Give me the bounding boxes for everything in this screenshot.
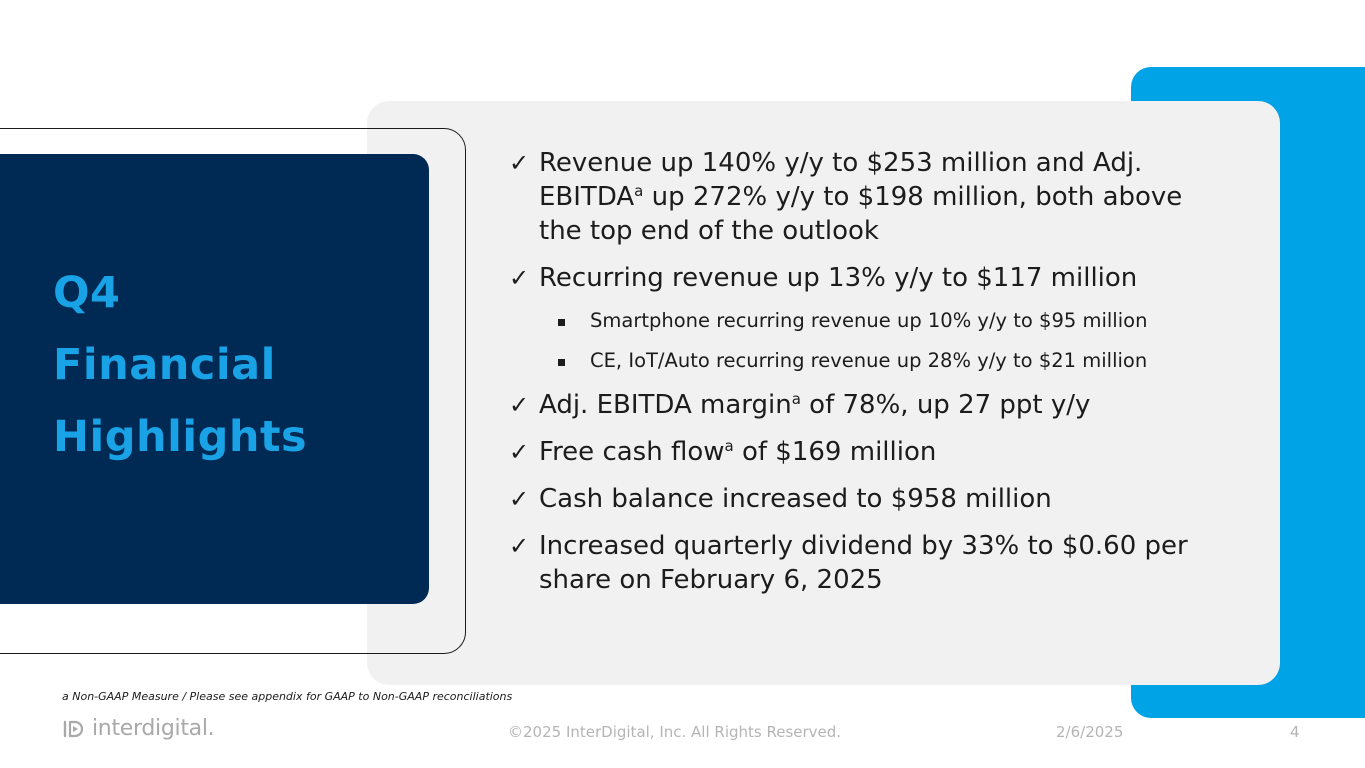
bullet-text-part: of $169 million [733,437,937,467]
square-bullet-icon [558,319,565,326]
bullet-text: Smartphone recurring revenue up 10% y/y to $95 million [590,309,1148,332]
checkmark-icon: ✓ [509,149,530,177]
bullet-ebitda-margin [509,388,1219,422]
footnote-marker: a [791,390,801,408]
checkmark-icon: ✓ [509,532,530,560]
footnote-marker: a [724,437,734,455]
bullet-text: Increased quarterly dividend by 33% to $0.60 per share on February 6, 2025 [539,531,1188,595]
bullet-text-part: Free cash flow [539,437,725,467]
slide-date: 2/6/2025 [1056,723,1124,741]
checkmark-icon: ✓ [509,264,530,292]
bullet-text-part: Adj. EBITDA margin [539,390,792,420]
page-number: 4 [1290,723,1300,741]
bullet-revenue [509,146,1219,248]
company-logo [62,716,214,741]
bullet-text: Cash balance increased to $958 million [539,484,1052,514]
bullet-text-part: Revenue up 140% y/y to $253 million and Adj. EBITDA [539,148,1143,212]
title-line-1: Q4 [53,268,121,318]
title-line-3: Highlights [53,412,308,462]
checkmark-icon: ✓ [509,391,530,419]
bullet-text [539,437,936,467]
bullet-cash-balance [509,482,1219,516]
checkmark-icon: ✓ [509,485,530,513]
logo-wordmark: interdigital. [92,716,215,741]
highlights-list [509,146,1219,610]
bullet-text [539,390,1090,420]
sub-bullet-ce-iot [509,348,1219,374]
bullet-dividend [509,529,1219,597]
slide-title [53,257,307,473]
sub-bullet-smartphone [509,308,1219,334]
bullet-text [539,148,1182,246]
bullet-recurring-revenue [509,261,1219,295]
bullet-text-part: of 78%, up 27 ppt y/y [800,390,1091,420]
checkmark-icon: ✓ [509,438,530,466]
footnote-marker: a [634,182,644,200]
interdigital-logo-mark-icon [62,718,86,740]
bullet-text: CE, IoT/Auto recurring revenue up 28% y/y to $21 million [590,349,1148,372]
bullet-text: Recurring revenue up 13% y/y to $117 million [539,263,1138,293]
title-line-2: Financial [53,340,276,390]
bullet-text-part: up 272% y/y to $198 million, both above the top end of the outlook [539,182,1183,246]
copyright-text: ©2025 InterDigital, Inc. All Rights Reserved. [508,723,842,741]
non-gaap-footnote: a Non-GAAP Measure / Please see appendix for GAAP to Non-GAAP reconciliations [62,690,513,703]
square-bullet-icon [558,359,565,366]
bullet-free-cash-flow [509,435,1219,469]
